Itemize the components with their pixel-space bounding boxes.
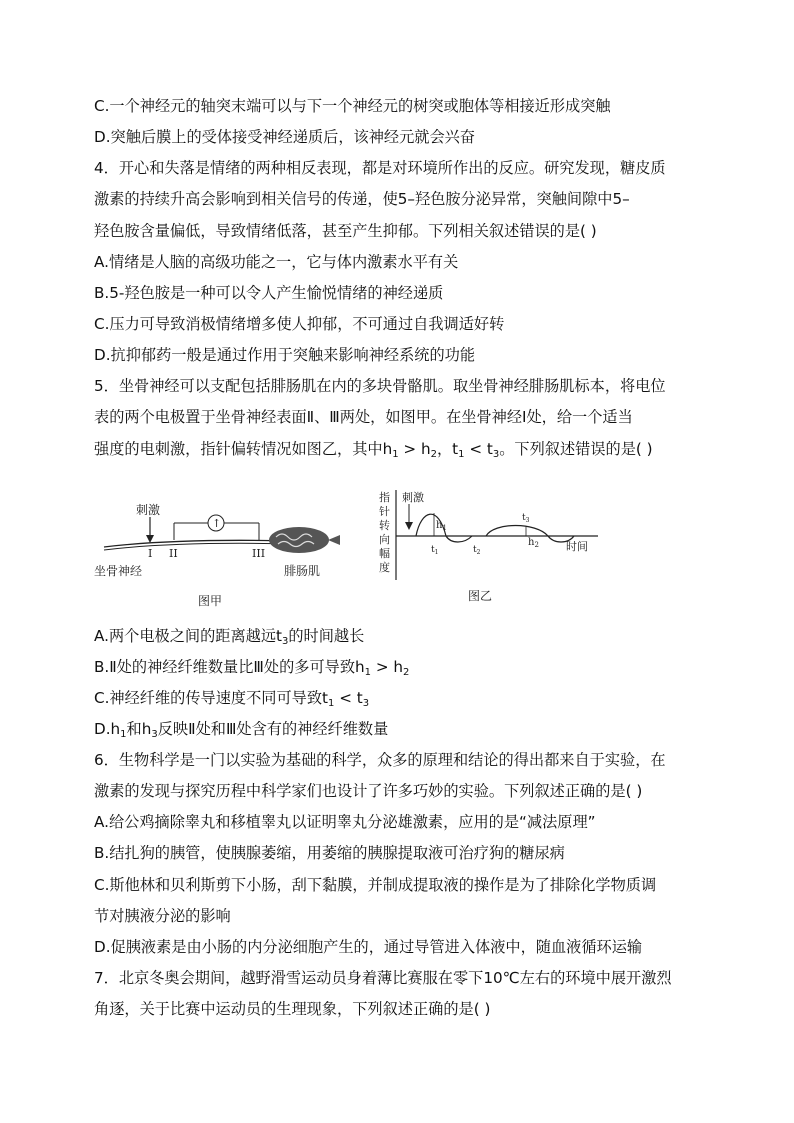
question-6-stem-1 [94,750,666,770]
line-01 [94,96,611,116]
t2-label: $t_2$ [473,545,481,556]
y-axis-char: 向 [379,533,390,546]
line-text: 角逐，关于比赛中运动员的生理现象，下列叙述正确的是( ) [94,1000,491,1018]
subscript: 1 [364,667,372,678]
line-text: C.一个神经元的轴突末端可以与下一个神经元的树突或胞体等相接近形成突触 [94,97,611,115]
subscript: 3 [362,698,370,709]
line-text: 羟色胺含量偏低，导致情绪低落，甚至产生抑郁。下列相关叙述错误的是( ) [94,222,597,240]
question-5-stem-3 [94,439,653,465]
line-text: 4．开心和失落是情绪的两种相反表现，都是对环境所作出的反应。研究发现，糖皮质 [94,159,666,177]
question-6-option-c-2 [94,906,231,926]
subscript: 3 [281,636,289,647]
stimulus-label: 刺激 [136,503,161,517]
text-part: < t [464,440,493,458]
y-axis-char: 度 [379,561,390,574]
label-iii: III [252,547,266,560]
question-7-stem-2 [94,999,490,1019]
nerve-label: 坐骨神经 [94,564,143,578]
question-4-option-a [94,252,458,272]
line-text: B.5-羟色胺是一种可以令人产生愉悦情绪的神经递质 [94,284,444,302]
third-deflection [486,526,548,537]
stimulus-label: 刺激 [402,491,424,504]
text-part: B.Ⅱ处的神经纤维数量比Ⅲ处的多可导致h [94,658,365,676]
figure-a [94,495,354,615]
question-4-stem-1 [94,158,666,178]
text-part: 和h [126,720,152,738]
text-part: 反映Ⅱ处和Ⅲ处含有的神经纤维数量 [157,720,389,738]
y-axis-char: 转 [379,519,390,532]
text-part: 的时间越长 [288,627,365,645]
question-5-stem-1 [94,376,666,396]
text-part: < t [334,689,363,707]
label-i: I [148,547,153,560]
figure-b [376,488,606,608]
subscript: 1 [328,698,335,709]
line-text: 6．生物科学是一门以实验为基础的科学，众多的原理和结论的得出都来自于实验，在 [94,751,666,769]
question-7-stem-1 [94,968,672,988]
muscle-tendon [328,535,340,545]
question-5-option-c [94,688,369,714]
text-part: > h [371,658,404,676]
question-5-option-b [94,657,409,683]
question-6-option-c-1 [94,875,656,895]
subscript: 3 [151,729,158,740]
text-part: D.h [94,720,121,738]
line-text: A.情绪是人脑的高级功能之一，它与体内激素水平有关 [94,253,459,271]
y-axis-char: 针 [379,505,390,518]
subscript: 1 [120,729,127,740]
question-4-option-c [94,314,504,334]
question-6-option-b [94,843,565,863]
text-part: A.两个电极之间的距离越远t [94,627,282,645]
text-part: 强度的电刺激，指针偏转情况如图乙，其中h [94,440,393,458]
subscript: 2 [403,667,410,678]
gastrocnemius-muscle [269,527,329,553]
muscle-label: 腓肠肌 [284,564,321,578]
line-text: D.抗抑郁药一般是通过作用于突触来影响神经系统的功能 [94,346,476,364]
question-4-stem-2 [94,189,630,209]
subscript: 2 [430,449,437,460]
subscript: 1 [392,449,399,460]
question-4-option-b [94,283,443,303]
line-text: D.突触后膜上的受体接受神经递质后，该神经元就会兴奋 [94,128,476,146]
question-5-stem-2 [94,407,633,427]
line-text: 5．坐骨神经可以支配包括腓肠肌在内的多块骨骼肌。取坐骨神经腓肠肌标本，将电位 [94,377,666,395]
line-text: 激素的持续升高会影响到相关信号的传递，使5–羟色胺分泌异常，突触间隙中5– [94,190,630,208]
question-5-option-a [94,626,364,652]
question-6-stem-2 [94,781,642,801]
h1-label: $h_1$ [436,520,447,532]
text-part: > h [398,440,431,458]
line-text: D.促胰液素是由小肠的内分泌细胞产生的，通过导管进入体液中，随血液循环运输 [94,938,643,956]
question-4-stem-3 [94,221,597,241]
h2-label: $h_2$ [528,537,539,549]
voltmeter-needle: ↑ [212,517,222,530]
line-text: 节对胰液分泌的影响 [94,907,231,925]
figure-b-caption: 图乙 [468,589,493,603]
t1-label: $t_1$ [431,545,439,556]
question-6-option-a [94,812,596,832]
line-text: C.压力可导致消极情绪增多使人抑郁，不可通过自我调适好转 [94,315,505,333]
subscript: 3 [492,449,500,460]
stimulus-arrowhead [405,522,413,530]
line-text: 7．北京冬奥会期间，越野滑雪运动员身着薄比赛服在零下10℃左右的环境中展开激烈 [94,969,672,987]
line-02 [94,127,475,147]
question-6-option-d [94,937,642,957]
question-4-option-d [94,345,475,365]
text-part: C.神经纤维的传导速度不同可导致t [94,689,329,707]
question-5-option-d [94,719,388,745]
t3-label: $t_3$ [522,513,530,524]
x-axis-label: 时间 [566,540,588,553]
second-deflection [446,536,472,542]
text-part: 。下列叙述错误的是( ) [499,440,653,458]
line-text: 表的两个电极置于坐骨神经表面Ⅱ、Ⅲ两处，如图甲。在坐骨神经Ⅰ处，给一个适当 [94,408,633,426]
stimulus-arrowhead [146,535,154,543]
text-part: ，t [436,440,459,458]
figure-a-caption: 图甲 [198,594,223,608]
subscript: 1 [458,449,465,460]
line-text: C.斯他林和贝利斯剪下小肠，刮下黏膜，并制成提取液的操作是为了排除化学物质调 [94,876,657,894]
y-axis-char: 幅 [379,547,390,560]
line-text: 激素的发现与探究历程中科学家们也设计了许多巧妙的实验。下列叙述正确的是( ) [94,782,643,800]
line-text: A.给公鸡摘除睾丸和移植睾丸以证明睾丸分泌雄激素，应用的是“减法原理” [94,813,596,831]
line-text: B.结扎狗的胰管，使胰腺萎缩，用萎缩的胰腺提取液可治疗狗的糖尿病 [94,844,565,862]
y-axis-char: 指 [379,491,390,504]
label-ii: II [169,547,178,560]
